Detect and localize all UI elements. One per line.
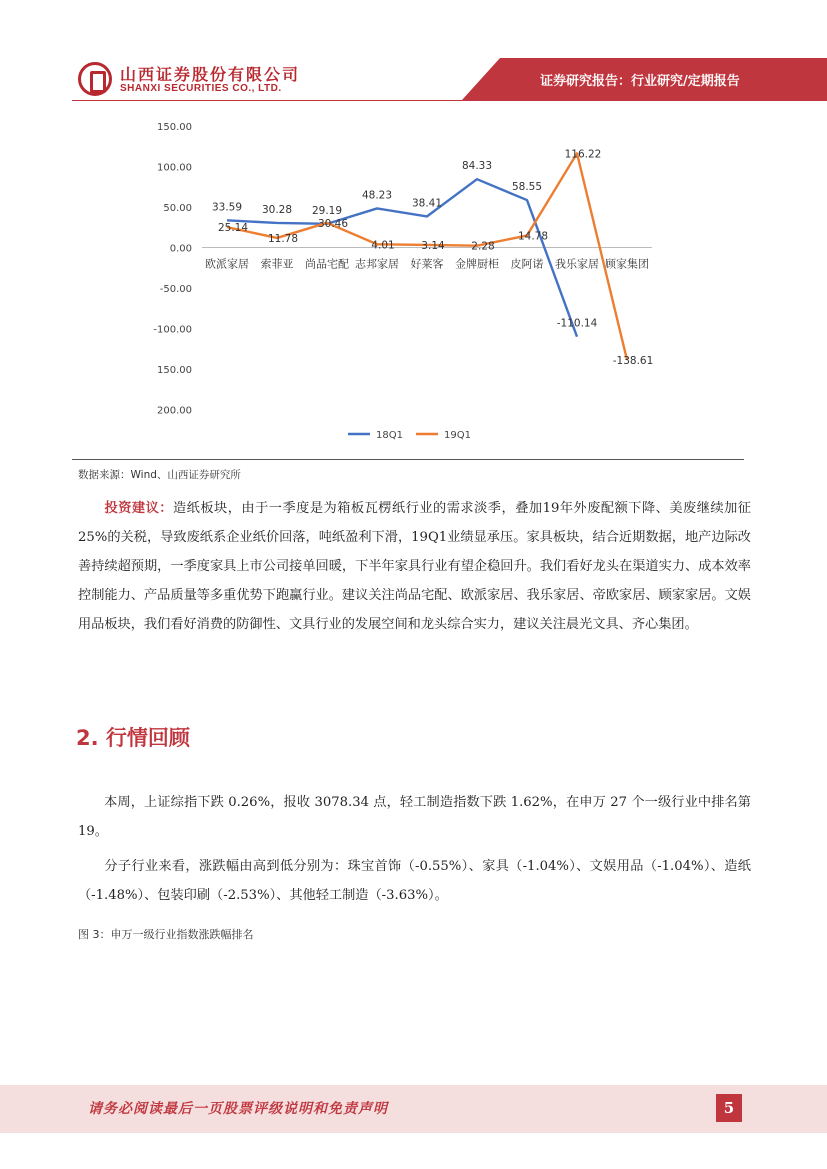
company-name-en: SHANXI SECURITIES CO., LTD. <box>120 83 282 94</box>
x-category-label: 欧派家居 <box>205 257 249 271</box>
market-review-text: 本周，上证综指下跌 0.26%，报收 3078.34 点，轻工制造指数下跌 1.62%，在申万 27 个一级行业中排名第 19。 <box>78 795 751 839</box>
data-label: 33.59 <box>211 201 243 214</box>
x-category-label: 金牌厨柜 <box>455 257 499 271</box>
sub-industry-paragraph <box>78 852 751 910</box>
y-tick-label: 50.00 <box>163 203 192 214</box>
chart-divider <box>72 459 744 460</box>
y-tick-label: 200.00 <box>157 405 192 417</box>
x-category-label: 好莱客 <box>410 257 444 271</box>
data-label: 38.41 <box>411 197 443 210</box>
data-label: 29.19 <box>311 204 343 217</box>
data-label: 3.14 <box>421 239 445 252</box>
data-label: 2.28 <box>471 240 495 253</box>
x-category-label: 索菲亚 <box>260 257 294 271</box>
data-label: 30.46 <box>317 217 349 230</box>
data-label: 58.55 <box>511 181 543 194</box>
market-review-paragraph <box>78 788 751 846</box>
data-label: 25.14 <box>217 222 249 235</box>
data-label: 30.28 <box>261 203 293 216</box>
data-label: 116.22 <box>564 148 602 161</box>
x-category-label: 尚品宅配 <box>305 257 349 271</box>
y-tick-label: 150.00 <box>157 365 192 376</box>
x-category-label: 顾家集团 <box>605 257 649 271</box>
data-source: 数据来源：Wind、山西证券研究所 <box>78 469 241 481</box>
data-label: 4.01 <box>371 239 395 252</box>
sub-industry-text: 分子行业来看，涨跌幅由高到低分别为：珠宝首饰（-0.55%）、家具（-1.04%）、文娱用品（-1.04%）、造纸（-1.48%）、包装印刷（-2.53%）、其他轻工制造（-3.63%）。 <box>78 859 751 903</box>
y-tick-label: 0.00 <box>169 243 192 255</box>
investment-advice <box>78 494 751 639</box>
figure-caption: 图 3：申万一级行业指数涨跌幅排名 <box>78 928 254 941</box>
page-number: 5 <box>716 1094 742 1122</box>
y-tick-label: -50.00 <box>159 284 192 295</box>
data-label: 84.33 <box>461 160 493 173</box>
investment-text: 造纸板块，由于一季度是为箱板瓦楞纸行业的需求淡季，叠加19年外废配额下降、美废继续加征25%的关税，导致废纸系企业纸价回落，吨纸盈利下滑，19Q1业绩显承压。家具板块，结合近期数据，地产边际改善持续超预期，一季度家具上市公司接单回暖，下半年家具行业有望企稳回升。我们看好龙头在渠道实力、成本效率控制能力、产品质量等多重优势下跑赢行业。建议关注尚品宅配、欧派家居、我乐家居、帝欧家居、顾家家居。文娱用品板块，我们看好消费的防御性、文具行业的发展空间和龙头综合实力，建议关注晨光文具、齐心集团。 <box>78 501 751 632</box>
data-label: -110.14 <box>556 317 598 330</box>
legend-label: 18Q1 <box>376 430 403 441</box>
x-category-label: 我乐家居 <box>555 257 599 271</box>
data-label: 11.78 <box>267 232 299 245</box>
x-category-label: 皮阿诺 <box>510 257 544 271</box>
company-name-cn: 山西证券股份有限公司 <box>120 65 301 84</box>
line-chart <box>140 112 700 452</box>
y-tick-label: -100.00 <box>153 324 192 336</box>
y-tick-label: 150.00 <box>157 122 192 133</box>
company-logo <box>78 62 112 96</box>
data-label: 48.23 <box>361 189 393 202</box>
report-type: 证券研究报告：行业研究/定期报告 <box>540 74 740 89</box>
data-label: 14.78 <box>517 230 549 243</box>
x-category-label: 志邦家居 <box>355 257 399 271</box>
investment-label: 投资建议： <box>104 501 173 516</box>
section-title: 2. 行情回顾 <box>76 726 190 750</box>
header-divider <box>72 100 827 101</box>
legend-label: 19Q1 <box>444 430 471 441</box>
disclaimer-notice: 请务必阅读最后一页股票评级说明和免责声明 <box>88 1101 388 1117</box>
y-tick-label: 100.00 <box>157 162 192 174</box>
data-label: -138.61 <box>612 354 654 367</box>
